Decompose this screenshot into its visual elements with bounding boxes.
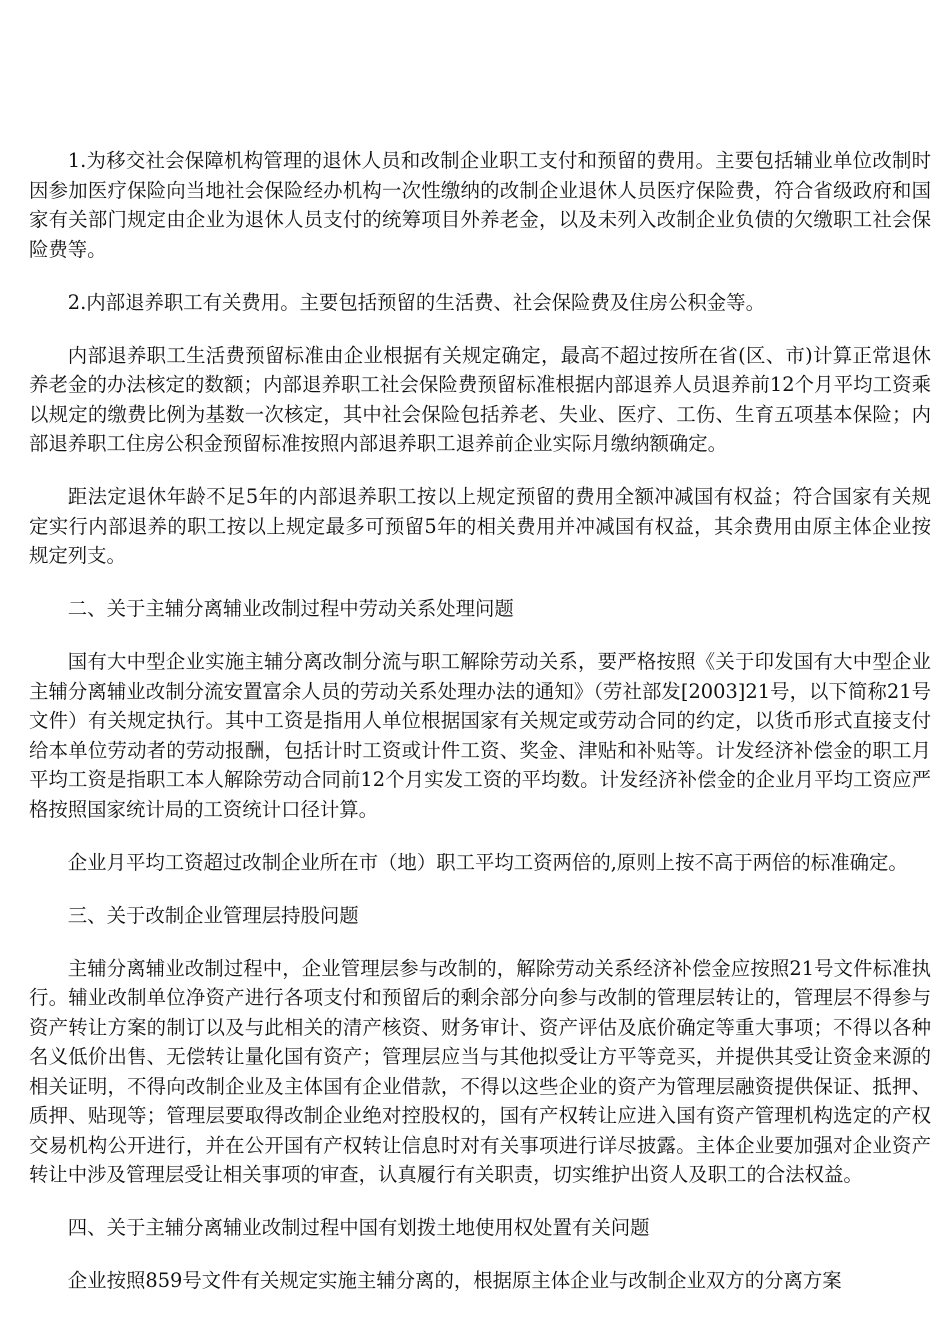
paragraph-land-use: 企业按照859号文件有关规定实施主辅分离的，根据原主体企业与改制企业双方的分离方案 [67, 1269, 842, 1292]
paragraph-item-2: 2.内部退养职工有关费用。主要包括预留的生活费、社会保险费及住房公积金等。 [67, 290, 765, 314]
paragraph-wage-cap: 企业月平均工资超过改制企业所在市（地）职工平均工资两倍的,原则上按不高于两倍的标准确定。 [67, 850, 908, 874]
paragraph-management-shares: 主辅分离辅业改制过程中，企业管理层参与改制的，解除劳动关系经济补偿金应按照21号文件标准执行。辅业改制单位净资产进行各项支付和预留后的剩余部分向参与改制的管理层转让的，管理层不得参与资产转让方案的制订以及与此相关的清产核资、财务审计、资产评估及底价确定等重大事项；不得以各种名义低价出售、无偿转让量化国有资产；管理层应当与其他拟受让方平等竞买，并提供其受让资金来源的相关证明，不得向改制企业及主体国有企业借款，不得以这些企业的资产为管理层融资提供保证、抵押、质押、贴现等；管理层要取得改制企业绝对控股权的，国有产权转让应进入国有资产管理机构选定的产权交易机构公开进行，并在公开国有产权转让信息时对有关事项进行详尽披露。主体企业要加强对企业资产转让中涉及管理层受让相关事项的审查，认真履行有关职责，切实维护出资人及职工的合法权益。 [29, 956, 931, 1186]
section-heading-land-use: 四、关于主辅分离辅业改制过程中国有划拨土地使用权处置有关问题 [67, 1216, 650, 1239]
paragraph-labor-relations: 国有大中型企业实施主辅分离改制分流与职工解除劳动关系，要严格按照《关于印发国有大中型企业主辅分离辅业改制分流安置富余人员的劳动关系处理办法的通知》（劳社部发[2003]21号，以下简称21号文件）有关规定执行。其中工资是指用人单位根据国家有关规定或劳动合同的约定，以货币形式直接支付给本单位劳动者的劳动报酬，包括计时工资或计件工资、奖金、津贴和补贴等。计发经济补偿金的职工月平均工资是指职工本人解除劳动合同前12个月实发工资的平均数。计发经济补偿金的企业月平均工资应严格按照国家统计局的工资统计口径计算。 [29, 650, 931, 821]
paragraph-retirement-standards: 内部退养职工生活费预留标准由企业根据有关规定确定，最高不超过按所在省(区、市)计算正常退休养老金的办法核定的数额；内部退养职工社会保险费预留标准根据内部退养人员退养前12个月平均工资乘以规定的缴费比例为基数一次核定，其中社会保险包括养老、失业、医疗、工伤、生育五项基本保险；内部退养职工住房公积金预留标准按照内部退养职工退养前企业实际月缴纳额确定。 [29, 343, 931, 455]
paragraph-early-retirement: 距法定退休年龄不足5年的内部退养职工按以上规定预留的费用全额冲减国有权益；符合国家有关规定实行内部退养的职工按以上规定最多可预留5年的相关费用并冲减国有权益，其余费用由原主体企业按规定列支。 [29, 485, 931, 567]
document-body [29, 146, 931, 1319]
section-heading-labor-relations: 二、关于主辅分离辅业改制过程中劳动关系处理问题 [67, 597, 514, 620]
section-heading-management-shares: 三、关于改制企业管理层持股问题 [67, 903, 359, 927]
paragraph-item-1: 1.为移交社会保障机构管理的退休人员和改制企业职工支付和预留的费用。主要包括辅业单位改制时因参加医疗保险向当地社会保险经办机构一次性缴纳的改制企业退休人员医疗保险费，符合省级政府和国家有关部门规定由企业为退休人员支付的统筹项目外养老金，以及未列入改制企业负债的欠缴职工社会保险费等。 [29, 149, 931, 261]
